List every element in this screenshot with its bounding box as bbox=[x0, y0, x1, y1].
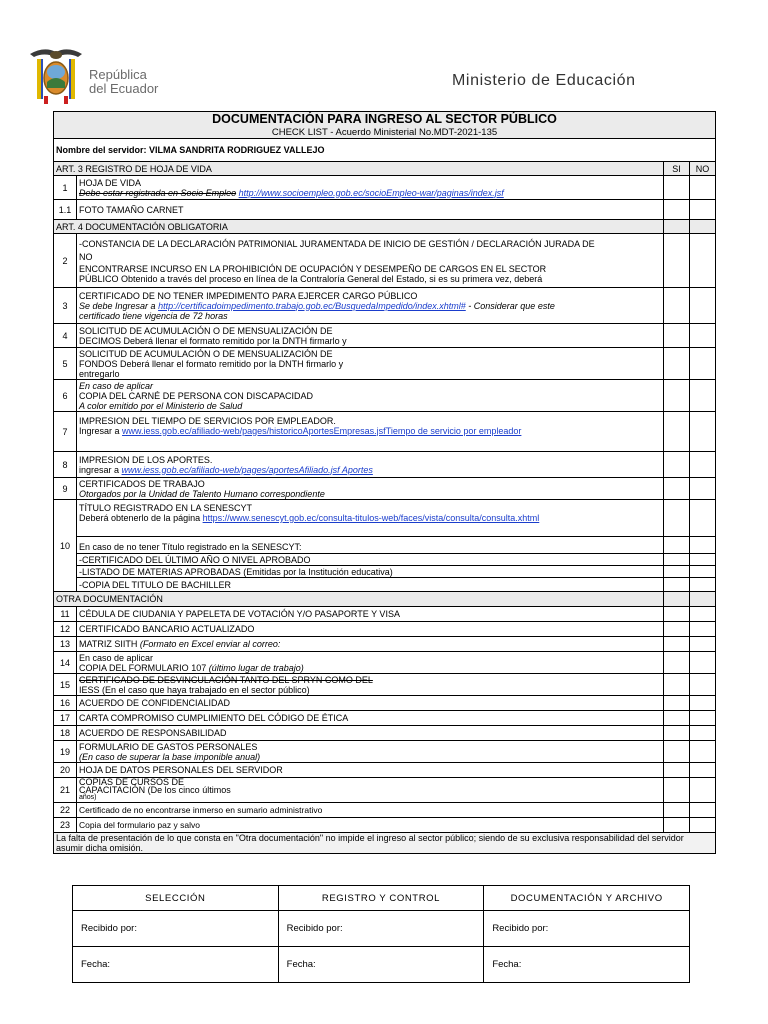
ministry-name: Ministerio de Educación bbox=[452, 72, 636, 89]
checkbox-no[interactable] bbox=[690, 622, 716, 637]
checkbox-si[interactable] bbox=[664, 452, 690, 478]
checkbox-no[interactable] bbox=[690, 818, 716, 833]
checkbox-no[interactable] bbox=[690, 607, 716, 622]
checkbox-si[interactable] bbox=[664, 778, 690, 803]
checklist-row-21: 21 COPIAS DE CURSOS DE CAPACITACIÓN (De los cinco últimos años) bbox=[54, 778, 716, 803]
section-art3: ART. 3 REGISTRO DE HOJA DE VIDA SI NO bbox=[54, 162, 716, 176]
checkbox-si[interactable] bbox=[664, 288, 690, 324]
checklist-row-3: 3 CERTIFICADO DE NO TENER IMPEDIMENTO PARA EJERCER CARGO PÚBLICO Se debe Ingresar a http://certificadoimpedimento.trabajo.gob.ec/BusquedaImpedido/index.xhtml# - Considerar que este certificado tiene vigencia de 72 horas bbox=[54, 288, 716, 324]
yes-column-header: SI bbox=[664, 162, 690, 176]
impedimento-link[interactable]: http://certificadoimpedimento.trabajo.gob.ec/BusquedaImpedido/index.xhtml# bbox=[158, 300, 466, 311]
checklist-row-16: 16 ACUERDO DE CONFIDENCIALIDAD bbox=[54, 696, 716, 711]
date-field[interactable]: Fecha: bbox=[484, 947, 690, 983]
checkbox-si[interactable] bbox=[664, 622, 690, 637]
footer-note-row bbox=[54, 833, 716, 854]
checklist-row-10-alt1: -CERTIFICADO DEL ÚLTIMO AÑO O NIVEL APROBADO bbox=[54, 554, 716, 566]
checklist-row-12: 12 CERTIFICADO BANCARIO ACTUALIZADO bbox=[54, 622, 716, 637]
checklist-row-9: 9 CERTIFICADOS DE TRABAJO Otorgados por la Unidad de Talento Humano correspondiente bbox=[54, 478, 716, 500]
checklist-row-10: 10 TÍTULO REGISTRADO EN LA SENESCYT Deberá obtenerlo de la página https://www.senescyt.gob.ec/consulta-titulos-web/faces/vista/consulta/consulta.xhtml bbox=[54, 500, 716, 537]
checkbox-si[interactable] bbox=[664, 200, 690, 220]
checkbox-no[interactable] bbox=[690, 566, 716, 578]
checkbox-no[interactable] bbox=[690, 324, 716, 348]
iess-historico-link[interactable]: www.iess.gob.ec/afiliado-web/pages/historicoAportesEmpresas.jsfTiempo de servicio por empleador bbox=[122, 425, 522, 436]
checkbox-no[interactable] bbox=[690, 741, 716, 763]
checkbox-no[interactable] bbox=[690, 176, 716, 200]
checklist-row-4: 4 SOLICITUD DE ACUMULACIÓN O DE MENSUALIZACIÓN DE DECIMOS Deberá llenar el formato remitido por la DNTH firmarlo y bbox=[54, 324, 716, 348]
document-header bbox=[0, 0, 768, 110]
checkbox-si[interactable] bbox=[664, 578, 690, 592]
checklist-row-6: 6 En caso de aplicar COPIA DEL CARNÉ DE PERSONA CON DISCAPACIDAD A color emitido por el Ministerio de Salud bbox=[54, 380, 716, 412]
checkbox-no[interactable] bbox=[690, 674, 716, 696]
checklist-row-1-1: 1.1 FOTO TAMAÑO CARNET bbox=[54, 200, 716, 220]
republic-label: República del Ecuador bbox=[89, 67, 159, 96]
checklist-row-19: 19 FORMULARIO DE GASTOS PERSONALES (En caso de superar la base imponible anual) bbox=[54, 741, 716, 763]
footer-note: La falta de presentación de lo que consta en "Otra documentación" no impide el ingreso al sector público; siendo de su exclusiva responsabilidad del servidor asumir dicha omisión. bbox=[54, 833, 716, 854]
checklist-row-11: 11 CÉDULA DE CIUDANIA Y PAPELETA DE VOTACIÓN Y/O PASAPORTE Y VISA bbox=[54, 607, 716, 622]
checkbox-si[interactable] bbox=[664, 726, 690, 741]
checkbox-no[interactable] bbox=[690, 500, 716, 537]
checklist-row-22: 22 Certificado de no encontrarse inmerso en sumario administrativo bbox=[54, 803, 716, 818]
checkbox-si[interactable] bbox=[664, 554, 690, 566]
senescyt-link[interactable]: https://www.senescyt.gob.ec/consulta-titulos-web/faces/vista/consulta/consulta.xhtml bbox=[202, 513, 540, 523]
checkbox-si[interactable] bbox=[664, 380, 690, 412]
checklist-row-2: 2 -CONSTANCIA DE LA DECLARACIÓN PATRIMONIAL JURAMENTADA DE INICIO DE GESTIÓN / DECLARACIÓN JURADA DE NO ENCONTRARSE INCURSO EN LA PROHIBICIÓN DE OCUPACIÓN Y DESEMPEÑO DE CARGOS EN EL SECTOR PÚBLICO Obtenido a través del proceso en línea de la Contraloría General del Estado, si es su primera vez, deberá bbox=[54, 234, 716, 288]
checkbox-si[interactable] bbox=[664, 412, 690, 452]
checkbox-no[interactable] bbox=[690, 348, 716, 380]
no-column-header: NO bbox=[690, 162, 716, 176]
checkbox-si[interactable] bbox=[664, 234, 690, 288]
checklist-row-14: 14 En caso de aplicar COPIA DEL FORMULARIO 107 (último lugar de trabajo) bbox=[54, 652, 716, 674]
checkbox-si[interactable] bbox=[664, 566, 690, 578]
seleccion-header: SELECCIÓN bbox=[73, 886, 279, 911]
checkbox-no[interactable] bbox=[690, 200, 716, 220]
checkbox-no[interactable] bbox=[690, 763, 716, 778]
received-by-field[interactable]: Recibido por: bbox=[73, 911, 279, 947]
date-field[interactable]: Fecha: bbox=[73, 947, 279, 983]
checkbox-no[interactable] bbox=[690, 452, 716, 478]
checklist-row-20: 20 HOJA DE DATOS PERSONALES DEL SERVIDOR bbox=[54, 763, 716, 778]
employee-name: Nombre del servidor: VILMA SANDRITA RODRIGUEZ VALLEJO bbox=[54, 139, 716, 162]
checklist-row-13: 13 MATRIZ SIITH (Formato en Excel enviar al correo: bbox=[54, 637, 716, 652]
checkbox-si[interactable] bbox=[664, 711, 690, 726]
checkbox-no[interactable] bbox=[690, 578, 716, 592]
checkbox-si[interactable] bbox=[664, 818, 690, 833]
checkbox-no[interactable] bbox=[690, 652, 716, 674]
checkbox-si[interactable] bbox=[664, 741, 690, 763]
received-by-field[interactable]: Recibido por: bbox=[484, 911, 690, 947]
checkbox-si[interactable] bbox=[664, 324, 690, 348]
checkbox-si[interactable] bbox=[664, 674, 690, 696]
checklist-row-23: 23 Copia del formulario paz y salvo bbox=[54, 818, 716, 833]
checkbox-no[interactable] bbox=[690, 380, 716, 412]
checkbox-si[interactable] bbox=[664, 500, 690, 537]
iess-aportes-link[interactable]: www.iess.gob.ec/afiliado-web/pages/aportesAfiliado.jsf Aportes bbox=[121, 464, 373, 475]
checklist-row-1: 1 HOJA DE VIDA Debe estar registrada en Socio Empleo http://www.socioempleo.gob.ec/socioEmpleo-war/paginas/index.jsf bbox=[54, 176, 716, 200]
section-art4: ART. 4 DOCUMENTACIÓN OBLIGATORIA bbox=[54, 220, 716, 234]
checkbox-no[interactable] bbox=[690, 696, 716, 711]
checklist-row-8: 8 IMPRESION DE LOS APORTES. ingresar a www.iess.gob.ec/afiliado-web/pages/aportesAfiliado.jsf Aportes bbox=[54, 452, 716, 478]
checkbox-si[interactable] bbox=[664, 348, 690, 380]
section-otra-documentacion: OTRA DOCUMENTACIÓN bbox=[54, 592, 716, 607]
checkbox-si[interactable] bbox=[664, 176, 690, 200]
checkbox-no[interactable] bbox=[690, 234, 716, 288]
checkbox-no[interactable] bbox=[690, 726, 716, 741]
received-by-field[interactable]: Recibido por: bbox=[278, 911, 484, 947]
checkbox-si[interactable] bbox=[664, 478, 690, 500]
checkbox-no[interactable] bbox=[690, 778, 716, 803]
checkbox-no[interactable] bbox=[690, 637, 716, 652]
checkbox-no[interactable] bbox=[690, 711, 716, 726]
checkbox-no[interactable] bbox=[690, 288, 716, 324]
checkbox-si[interactable] bbox=[664, 763, 690, 778]
checkbox-si[interactable] bbox=[664, 537, 690, 554]
document-title: DOCUMENTACIÓN PARA INGRESO AL SECTOR PÚBLICO CHECK LIST - Acuerdo Ministerial No.MDT-2021-135 bbox=[54, 112, 716, 139]
ecuador-coat-of-arms-icon bbox=[28, 44, 84, 106]
checkbox-si[interactable] bbox=[664, 803, 690, 818]
checkbox-no[interactable] bbox=[690, 478, 716, 500]
checklist-row-18: 18 ACUERDO DE RESPONSABILIDAD bbox=[54, 726, 716, 741]
checkbox-no[interactable] bbox=[690, 412, 716, 452]
documentacion-archivo-header: DOCUMENTACIÓN Y ARCHIVO bbox=[484, 886, 690, 911]
checklist-row-10-intro: En caso de no tener Título registrado en la SENESCYT: bbox=[54, 537, 716, 554]
checklist-table bbox=[53, 111, 716, 854]
registro-control-header: REGISTRO Y CONTROL bbox=[278, 886, 484, 911]
date-field[interactable]: Fecha: bbox=[278, 947, 484, 983]
signature-table bbox=[72, 885, 690, 983]
checklist-row-10-alt2: -LISTADO DE MATERIAS APROBADAS (Emitidas por la Institución educativa) bbox=[54, 566, 716, 578]
checkbox-no[interactable] bbox=[690, 537, 716, 554]
checklist-row-7: 7 IMPRESION DEL TIEMPO DE SERVICIOS POR EMPLEADOR. Ingresar a www.iess.gob.ec/afiliado-web/pages/historicoAportesEmpresas.jsfTiempo de servicio por empleador bbox=[54, 412, 716, 452]
checkbox-si[interactable] bbox=[664, 696, 690, 711]
checkbox-no[interactable] bbox=[690, 803, 716, 818]
checkbox-si[interactable] bbox=[664, 652, 690, 674]
checkbox-si[interactable] bbox=[664, 607, 690, 622]
checkbox-no[interactable] bbox=[690, 554, 716, 566]
checkbox-si[interactable] bbox=[664, 637, 690, 652]
socioempleo-link[interactable]: http://www.socioempleo.gob.ec/socioEmpleo-war/paginas/index.jsf bbox=[238, 187, 504, 198]
checklist-row-10-alt3: -COPIA DEL TITULO DE BACHILLER bbox=[54, 578, 716, 592]
checklist-row-5: 5 SOLICITUD DE ACUMULACIÓN O DE MENSUALIZACIÓN DE FONDOS Deberá llenar el formato remitido por la DNTH firmarlo y entregarlo bbox=[54, 348, 716, 380]
checklist-row-15: 15 CERTIFICADO DE DESVINCULACIÓN TANTO DEL SPRYN COMO DEL IESS (En el caso que haya trabajado en el sector público) bbox=[54, 674, 716, 696]
checklist-row-17: 17 CARTA COMPROMISO CUMPLIMIENTO DEL CÓDIGO DE ÉTICA bbox=[54, 711, 716, 726]
